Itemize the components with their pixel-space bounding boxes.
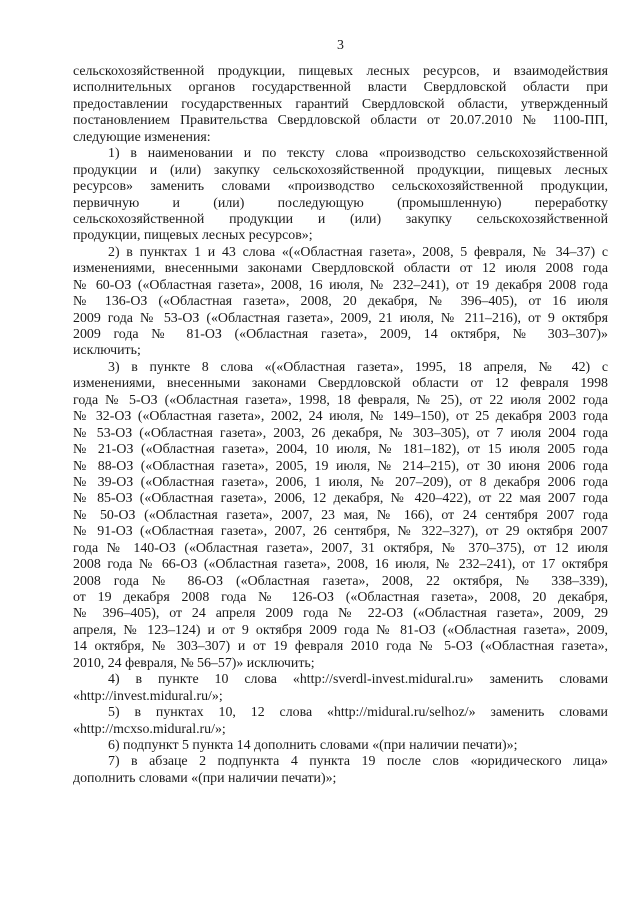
text-line: 1) в наименовании и по тексту слова «производство сельскохозяйственной [108,146,608,162]
text-line: постановлением Правительства Свердловской области от 20.07.2010 № 1100-ПП, [73,113,608,129]
text-line: исполнительных органов государственной власти Свердловской области при [73,80,608,96]
text-line: апреля, № 123–124) и от 9 октября 2009 года № 81-ОЗ («Областная газета», 2009, [73,622,608,638]
text-line: года № 5-ОЗ («Областная газета», 1998, 18 февраля, № 25), от 22 июля 2002 года [73,392,608,408]
text-line: № 53-ОЗ («Областная газета», 2003, 26 декабря, № 303–305), от 7 июля 2004 года [73,425,608,441]
text-line: 5) в пунктах 10, 12 слова «http://midural.ru/selhoz/» заменить словами [108,705,608,721]
text-line: № 88-ОЗ («Областная газета», 2005, 19 июля, № 214–215), от 30 июня 2006 года [73,458,608,474]
text-line: «http://mcxso.midural.ru/»; [73,721,226,737]
text-line: следующие изменения: [73,129,211,145]
text-line: 14 октября, № 303–307) и от 19 февраля 2010 года № 5-ОЗ («Областная газета», [73,639,608,655]
text-line: первичную и (или) последующую (промышленную) переработку [73,195,608,211]
text-line: года № 140-ОЗ («Областная газета», 2007, 31 октября, № 370–375), от 12 июля [73,540,608,556]
text-line: изменениями, внесенными законами Свердловской области от 12 июля 2008 года [73,261,608,277]
text-line: 6) подпункт 5 пункта 14 дополнить словами «(при наличии печати)»; [108,737,518,753]
text-line: № 396–405), от 24 апреля 2009 года № 22-ОЗ («Областная газета», 2009, 29 [73,606,608,622]
text-line: продукции и (или) закупку сельскохозяйственной продукции, пищевых лесных [73,162,608,178]
text-line: сельскохозяйственной продукции и (или) закупку сельскохозяйственной [73,211,608,227]
document-body [73,64,608,787]
text-line: 2010, 24 февраля, № 56–57)» исключить; [73,655,315,671]
text-line: 3) в пункте 8 слова «(«Областная газета», 1995, 18 апреля, № 42) с [108,359,608,375]
text-line: № 39-ОЗ («Областная газета», 2006, 1 июля, № 207–209), от 8 декабря 2006 года [73,474,608,490]
text-line: 2009 года № 53-ОЗ («Областная газета», 2009, 21 июля, № 211–216), от 9 октября [73,310,608,326]
text-line: 2008 года № 86-ОЗ («Областная газета», 2008, 22 октября, № 338–339), [73,573,608,589]
text-line: № 32-ОЗ («Областная газета», 2002, 24 июля, № 149–150), от 25 декабря 2003 года [73,409,608,425]
text-line: «http://invest.midural.ru/»; [73,688,223,704]
text-line: от 19 декабря 2008 года № 126-ОЗ («Областная газета», 2008, 20 декабря, [73,590,608,605]
text-line: 2) в пунктах 1 и 43 слова «(«Областная газета», 2008, 5 февраля, № 34–37) с [108,244,608,260]
text-line: № 85-ОЗ («Областная газета», 2006, 12 декабря, № 420–422), от 22 мая 2007 года [73,491,608,507]
text-line: ресурсов» заменить словами «производство сельскохозяйственной продукции, [73,179,608,195]
text-line: № 91-ОЗ («Областная газета», 2007, 26 сентября, № 322–327), от 29 октября 2007 [73,524,608,540]
text-line: 2008 года № 66-ОЗ («Областная газета», 2008, 16 июля, № 232–241), от 17 октября [73,557,608,573]
text-line: № 60-ОЗ («Областная газета», 2008, 16 июля, № 232–241), от 19 декабря 2008 года [73,277,608,293]
text-line: исключить; [73,343,141,359]
text-line: 4) в пункте 10 слова «http://sverdl-invest.midural.ru» заменить словами [108,672,608,688]
text-line: изменениями, внесенными законами Свердловской области от 12 февраля 1998 [73,376,608,392]
text-line: № 50-ОЗ («Областная газета», 2007, 23 мая, № 166), от 24 сентября 2007 года [73,507,608,523]
text-line: дополнить словами «(при наличии печати)»; [73,770,337,786]
text-line: 7) в абзаце 2 подпункта 4 пункта 19 после слов «юридического лица» [108,754,608,770]
text-line: продукции, пищевых лесных ресурсов»; [73,228,313,244]
text-line: 2009 года № 81-ОЗ («Областная газета», 2009, 14 октября, № 303–307)» [73,327,608,342]
text-line: предоставлении государственных гарантий Свердловской области, утвержденный [73,96,608,112]
text-line: № 21-ОЗ («Областная газета», 2004, 10 июля, № 181–182), от 15 июля 2005 года [73,442,608,458]
text-line: сельскохозяйственной продукции, пищевых лесных ресурсов, и взаимодействия [73,64,608,79]
page-number: 3 [337,38,344,53]
text-line: № 136-ОЗ («Областная газета», 2008, 20 декабря, № 396–405), от 16 июля [73,294,608,310]
